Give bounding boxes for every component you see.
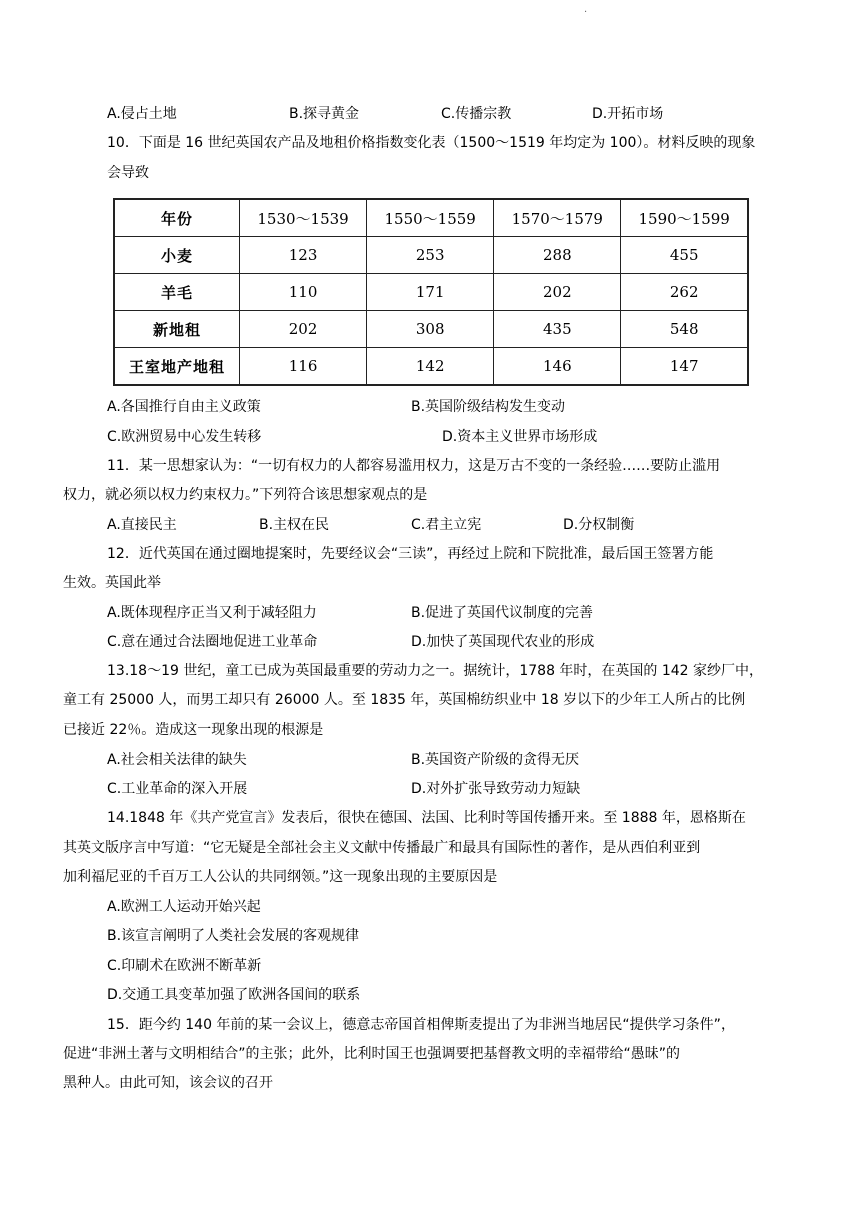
q11-stem-line2: 权力，就必须以权力约束权力。”下列符合该思想家观点的是 bbox=[63, 487, 428, 503]
q14-stem-line2: 其英文版序言中写道：“它无疑是全部社会主义文献中传播最广和最具有国际性的著作，是从西伯利亚到 bbox=[63, 840, 701, 856]
q9-option-b[interactable]: B.探寻黄金 bbox=[289, 106, 360, 122]
table-header-cell: 1570～1579 bbox=[494, 199, 621, 237]
q12-option-c[interactable]: C.意在通过合法圈地促进工业革命 bbox=[107, 634, 318, 650]
q11-option-a[interactable]: A.直接民主 bbox=[107, 517, 177, 533]
table-cell: 435 bbox=[494, 311, 621, 348]
q15-stem-line1: 15．距今约 140 年前的某一会议上，德意志帝国首相俾斯麦提出了为非洲当地居民“提供学习条件”， bbox=[107, 1017, 735, 1033]
table-cell: 123 bbox=[240, 237, 367, 274]
table-row-label: 小麦 bbox=[114, 237, 240, 274]
q11-stem-line1: 11．某一思想家认为：“一切有权力的人都容易滥用权力，这是万古不变的一条经验……要防止滥用 bbox=[107, 458, 721, 474]
table-cell: 110 bbox=[240, 274, 367, 311]
table-cell: 171 bbox=[367, 274, 494, 311]
q13-stem-line3: 已接近 22％。造成这一现象出现的根源是 bbox=[63, 722, 324, 738]
q11-option-d[interactable]: D.分权制衡 bbox=[563, 517, 635, 533]
q10-option-c[interactable]: C.欧洲贸易中心发生转移 bbox=[107, 429, 262, 445]
q9-option-c[interactable]: C.传播宗教 bbox=[441, 106, 512, 122]
table-cell: 548 bbox=[621, 311, 748, 348]
q13-option-c[interactable]: C.工业革命的深入开展 bbox=[107, 781, 248, 797]
q13-option-a[interactable]: A.社会相关法律的缺失 bbox=[107, 752, 247, 768]
q12-stem-line1: 12．近代英国在通过圈地提案时，先要经议会“三读”，再经过上院和下院批准，最后国王签署方能 bbox=[107, 546, 714, 562]
q9-option-d[interactable]: D.开拓市场 bbox=[592, 106, 664, 122]
q13-option-d[interactable]: D.对外扩张导致劳动力短缺 bbox=[411, 781, 581, 797]
table-cell: 202 bbox=[240, 311, 367, 348]
table-header-cell: 1550～1559 bbox=[367, 199, 494, 237]
table-cell: 142 bbox=[367, 348, 494, 386]
q15-stem-line3: 黑种人。由此可知，该会议的召开 bbox=[63, 1075, 273, 1091]
q14-stem-line1: 14.1848 年《共产党宣言》发表后，很快在德国、法国、比利时等国传播开来。至 1888 年，恩格斯在 bbox=[107, 810, 746, 826]
q12-option-d[interactable]: D.加快了英国现代农业的形成 bbox=[411, 634, 595, 650]
q9-option-a[interactable]: A.侵占土地 bbox=[107, 106, 177, 122]
table-cell: 455 bbox=[621, 237, 748, 274]
table-row-label: 王室地产地租 bbox=[114, 348, 240, 386]
q14-option-d[interactable]: D.交通工具变革加强了欧洲各国间的联系 bbox=[107, 987, 361, 1003]
q10-option-b[interactable]: B.英国阶级结构发生变动 bbox=[411, 399, 566, 415]
q10-option-a[interactable]: A.各国推行自由主义政策 bbox=[107, 399, 261, 415]
q11-option-c[interactable]: C.君主立宪 bbox=[411, 517, 482, 533]
q15-stem-line2: 促进“非洲土著与文明相结合”的主张；此外，比利时国王也强调要把基督教文明的幸福带给“愚昧”的 bbox=[63, 1046, 681, 1062]
table-header-cell: 1530～1539 bbox=[240, 199, 367, 237]
table-cell: 308 bbox=[367, 311, 494, 348]
table-row bbox=[114, 274, 748, 311]
table-row-label: 新地租 bbox=[114, 311, 240, 348]
q12-option-a[interactable]: A.既体现程序正当又利于减轻阻力 bbox=[107, 605, 317, 621]
table-cell: 146 bbox=[494, 348, 621, 386]
q14-stem-line3: 加利福尼亚的千百万工人公认的共同纲领。”这一现象出现的主要原因是 bbox=[63, 869, 498, 885]
table-row bbox=[114, 237, 748, 274]
table-cell: 288 bbox=[494, 237, 621, 274]
table-cell: 253 bbox=[367, 237, 494, 274]
q12-stem-line2: 生效。英国此举 bbox=[63, 575, 161, 591]
q13-stem-line2: 童工有 25000 人，而男工却只有 26000 人。至 1835 年，英国棉纺织业中 18 岁以下的少年工人所占的比例 bbox=[63, 692, 746, 708]
q13-stem-line1: 13.18～19 世纪，童工已成为英国最重要的劳动力之一。据统计，1788 年时，在英国的 142 家纱厂中， bbox=[107, 663, 764, 679]
table-header-row bbox=[114, 199, 748, 237]
table-cell: 262 bbox=[621, 274, 748, 311]
q10-stem-line2: 会导致 bbox=[107, 165, 149, 181]
q10-option-d[interactable]: D.资本主义世界市场形成 bbox=[442, 429, 598, 445]
q14-option-c[interactable]: C.印刷术在欧洲不断革新 bbox=[107, 958, 262, 974]
table-row bbox=[114, 348, 748, 386]
table-cell: 202 bbox=[494, 274, 621, 311]
q14-option-b[interactable]: B.该宣言阐明了人类社会发展的客观规律 bbox=[107, 928, 360, 944]
price-index-table bbox=[113, 198, 749, 386]
table-header-cell: 1590～1599 bbox=[621, 199, 748, 237]
table-row bbox=[114, 311, 748, 348]
table-cell: 116 bbox=[240, 348, 367, 386]
table-header-cell: 年份 bbox=[114, 199, 240, 237]
table-cell: 147 bbox=[621, 348, 748, 386]
q14-option-a[interactable]: A.欧洲工人运动开始兴起 bbox=[107, 899, 261, 915]
q10-stem-line1: 10．下面是 16 世纪英国农产品及地租价格指数变化表（1500～1519 年均定为 100）。材料反映的现象 bbox=[107, 135, 756, 151]
table-row-label: 羊毛 bbox=[114, 274, 240, 311]
q13-option-b[interactable]: B.英国资产阶级的贪得无厌 bbox=[411, 752, 580, 768]
q11-option-b[interactable]: B.主权在民 bbox=[259, 517, 330, 533]
q12-option-b[interactable]: B.促进了英国代议制度的完善 bbox=[411, 605, 594, 621]
header-mark: . bbox=[584, 4, 588, 15]
